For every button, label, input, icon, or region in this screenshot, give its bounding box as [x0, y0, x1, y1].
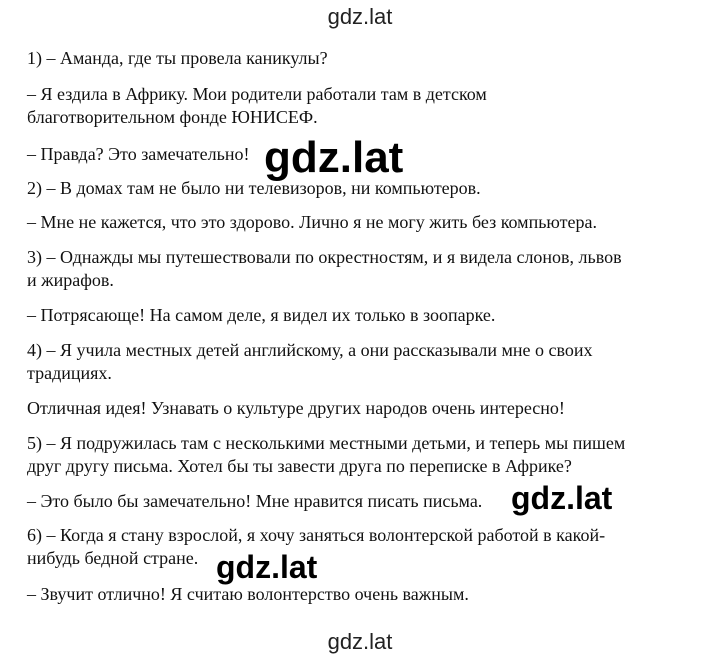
text-line: 1) – Аманда, где ты провела каникулы? [27, 48, 328, 68]
footer-watermark: gdz.lat [327, 629, 393, 654]
text-line: традициях. [27, 363, 112, 383]
text-line: – Мне не кажется, что это здорово. Лично я не могу жить без компьютера. [27, 212, 597, 232]
text-line: нибудь бедной стране. [27, 548, 199, 568]
header-watermark: gdz.lat [327, 4, 393, 29]
text-line: – Звучит отлично! Я считаю волонтерство очень важным. [27, 584, 469, 604]
text-line: и жирафов. [27, 270, 114, 290]
text-line: 3) – Однажды мы путешествовали по окрестностям, и я видела слонов, львов [27, 247, 622, 267]
watermark-overlay: gdz.lat [264, 133, 404, 182]
watermark-overlay: gdz.lat [216, 549, 318, 585]
text-line: 4) – Я учила местных детей английскому, а они рассказывали мне о своих [27, 340, 593, 360]
text-line: – Правда? Это замечательно! [27, 144, 250, 164]
text-line: Отличная идея! Узнавать о культуре других народов очень интересно! [27, 398, 565, 418]
text-line: 5) – Я подружилась там с несколькими местными детьми, и теперь мы пишем [27, 433, 626, 453]
text-line: 2) – В домах там не было ни телевизоров, ни компьютеров. [27, 178, 481, 198]
watermark-overlay: gdz.lat [511, 480, 613, 516]
text-line: 6) – Когда я стану взрослой, я хочу заняться волонтерской работой в какой- [27, 525, 606, 545]
text-line: друг другу письма. Хотел бы ты завести друга по переписке в Африке? [27, 456, 572, 476]
text-line: – Потрясающе! На самом деле, я видел их только в зоопарке. [27, 305, 496, 325]
text-line: благотворительном фонде ЮНИСЕФ. [27, 107, 318, 127]
text-line: – Это было бы замечательно! Мне нравится писать письма. [27, 491, 483, 511]
text-line: – Я ездила в Африку. Мои родители работали там в детском [27, 84, 487, 104]
